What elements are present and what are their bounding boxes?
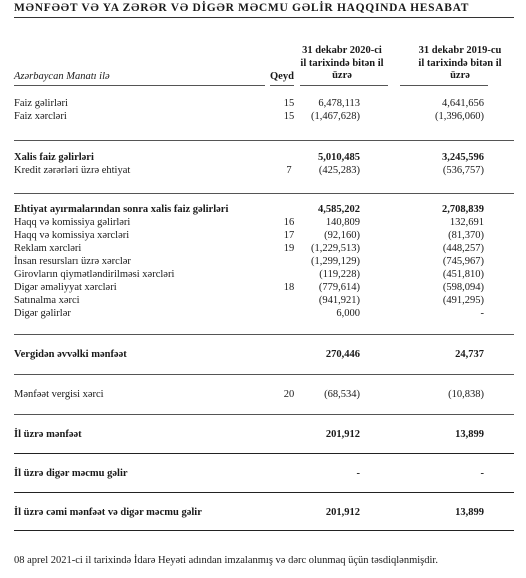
column-header-2020: [296, 45, 388, 83]
row-value-2019: 3,245,596: [442, 152, 484, 163]
table-row: [0, 203, 526, 216]
table-row: [0, 307, 526, 320]
column-header-2019-line2: il tarixində bitən il: [418, 57, 502, 69]
row-value-2019: (598,094): [442, 282, 484, 293]
row-note: 20: [283, 389, 295, 400]
row-value-2019: -: [480, 468, 484, 479]
header-rule-left: [14, 85, 265, 86]
column-header-2020-line3: üzrə: [332, 70, 352, 81]
row-value-2020: 4,585,202: [318, 204, 360, 215]
row-value-2019: 132,691: [449, 217, 484, 228]
row-value-2019: 13,899: [455, 507, 484, 518]
column-header-2019-line1: 31 dekabr 2019-cu: [418, 45, 502, 56]
row-value-2019: (448,257): [442, 243, 484, 254]
approval-note: 08 aprel 2021-ci il tarixində İdarə Heyəti adından imzalanmış və dərc olunmaq üçün təsdiqlənmişdir.: [14, 555, 438, 566]
row-value-2019: (1,396,060): [435, 111, 484, 122]
table-row: [0, 467, 526, 480]
row-value-2020: 5,010,485: [318, 152, 360, 163]
table-row: [0, 388, 526, 401]
row-label: Xalis faiz gəlirləri: [14, 152, 94, 163]
row-label: İl üzrə cəmi mənfəət və digər məcmu gəlir: [14, 507, 202, 518]
row-label: Vergidən əvvəlki mənfəət: [14, 349, 127, 360]
row-note: 7: [286, 165, 292, 176]
table-row: [0, 242, 526, 255]
row-value-2020: 6,000: [336, 308, 360, 319]
row-label: İl üzrə digər məcmu gəlir: [14, 468, 128, 479]
column-header-2020-line1: 31 dekabr 2020-ci: [302, 45, 382, 56]
table-row: [0, 151, 526, 164]
table-row: [0, 216, 526, 229]
section-rule: [14, 193, 514, 194]
row-value-2020: (1,299,129): [311, 256, 360, 267]
row-value-2020: (1,229,513): [311, 243, 360, 254]
row-note: 17: [283, 230, 295, 241]
table-row: [0, 294, 526, 307]
row-value-2020: 270,446: [325, 349, 360, 360]
row-note: 19: [283, 243, 295, 254]
row-value-2020: 201,912: [325, 429, 360, 440]
header-rule-2020: [300, 85, 388, 86]
row-value-2019: -: [480, 308, 484, 319]
row-value-2019: 2,708,839: [442, 204, 484, 215]
row-label: Ehtiyat ayırmalarından sonra xalis faiz gəlirləri: [14, 204, 229, 215]
row-value-2019: (536,757): [442, 165, 484, 176]
row-label: Girovların qiymətləndirilməsi xərcləri: [14, 269, 175, 280]
row-value-2020: (92,160): [324, 230, 360, 241]
row-value-2019: 13,899: [455, 429, 484, 440]
table-row: [0, 348, 526, 361]
row-value-2020: 6,478,113: [318, 98, 360, 109]
column-header-2019-line3: üzrə: [450, 70, 470, 81]
table-row: [0, 268, 526, 281]
row-value-2019: (491,295): [442, 295, 484, 306]
table-row: [0, 428, 526, 441]
title-underline: [14, 17, 514, 18]
row-label: Haqq və komissiya gəlirləri: [14, 217, 131, 228]
column-header-2019: [400, 45, 520, 83]
section-rule: [14, 414, 514, 415]
row-value-2019: (451,810): [442, 269, 484, 280]
row-label: İnsan resursları üzrə xərclər: [14, 256, 131, 267]
row-label: İl üzrə mənfəət: [14, 429, 82, 440]
row-value-2020: -: [356, 468, 360, 479]
row-value-2020: (68,534): [324, 389, 360, 400]
row-label: Mənfəət vergisi xərci: [14, 389, 104, 400]
header-rule-note: [270, 85, 294, 86]
row-label: Haqq və komissiya xərcləri: [14, 230, 130, 241]
section-rule: [14, 453, 514, 454]
row-value-2020: 140,809: [325, 217, 360, 228]
row-value-2020: (779,614): [318, 282, 360, 293]
note-column-header: Qeyd: [270, 71, 294, 82]
table-row: [0, 164, 526, 177]
section-rule: [14, 334, 514, 335]
section-rule: [14, 374, 514, 375]
section-rule: [14, 492, 514, 493]
row-note: 15: [283, 98, 295, 109]
table-row: [0, 506, 526, 519]
row-note: 16: [283, 217, 295, 228]
row-value-2019: (745,967): [442, 256, 484, 267]
row-value-2019: (10,838): [448, 389, 484, 400]
section-rule: [14, 140, 514, 141]
row-value-2020: (425,283): [318, 165, 360, 176]
row-value-2019: 4,641,656: [442, 98, 484, 109]
row-value-2019: (81,370): [448, 230, 484, 241]
header-rule-2019: [400, 85, 488, 86]
row-value-2020: 201,912: [325, 507, 360, 518]
table-row: [0, 110, 526, 123]
row-label: Satınalma xərci: [14, 295, 80, 306]
row-label: Reklam xərcləri: [14, 243, 82, 254]
report-title: MƏNFƏƏT VƏ YA ZƏRƏR VƏ DİGƏR MƏCMU GƏLİR HAQQINDA HESABAT: [14, 2, 470, 14]
table-row: [0, 255, 526, 268]
row-value-2020: (941,921): [318, 295, 360, 306]
section-rule: [14, 530, 514, 531]
table-row: [0, 281, 526, 294]
row-note: 18: [283, 282, 295, 293]
row-value-2019: 24,737: [455, 349, 484, 360]
row-note: 15: [283, 111, 295, 122]
column-header-2020-line2: il tarixində bitən il: [300, 57, 384, 69]
row-label: Digər gəlirlər: [14, 308, 71, 319]
row-label: Kredit zərərləri üzrə ehtiyat: [14, 165, 131, 176]
row-value-2020: (1,467,628): [311, 111, 360, 122]
row-label: Digər əməliyyat xərcləri: [14, 282, 117, 293]
row-label: Faiz xərcləri: [14, 111, 67, 122]
currency-label: Azərbaycan Manatı ilə: [14, 71, 110, 82]
row-label: Faiz gəlirləri: [14, 98, 68, 109]
row-value-2020: (119,228): [319, 269, 360, 280]
table-row: [0, 229, 526, 242]
table-row: [0, 97, 526, 110]
